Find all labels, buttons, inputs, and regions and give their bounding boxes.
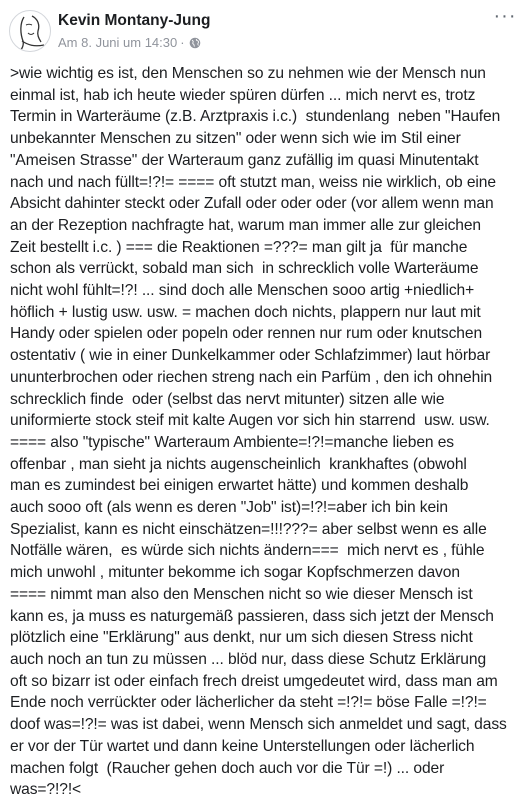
meta-separator: · <box>180 35 185 50</box>
post-text-line: ==== also "typische" Warteraum Ambiente=!?!=manche lieben es <box>10 433 454 451</box>
avatar-sketch-icon <box>10 11 50 51</box>
post-text-line: man es zumindest bei einigen erwartet hätte) und kommen deshalb <box>10 477 469 495</box>
post-text-line: Spezialist, kann es nicht einschätzen=!!!???= aber selbst wenn es alle <box>10 520 487 538</box>
post-text-line: er vor der Tür wartet und dann keine Unterstellungen oder lächerlich <box>10 737 475 755</box>
post-text-line: was=?!?!< <box>10 781 82 799</box>
author-name[interactable]: Kevin Montany-Jung <box>58 12 211 29</box>
post-header <box>0 0 530 62</box>
post-text-line: Notfälle wären, es würde sich nichts ändern=== mich nervt es , fühle <box>10 542 485 560</box>
post-text-line: uniformierte stock steif mit kalte Augen vor sich hin starrend usw. usw. <box>10 412 490 430</box>
post-text-line: Absicht dahinter steckt oder Zufall oder oder oder (vor allem wenn man <box>10 195 494 213</box>
post-text-line: auch noch an tun zu müssen ... blöd nur, dass diese Schutz Erklärung <box>10 650 487 668</box>
post-text-line: Termin in Warteräume (z.B. Arztpraxis i.c.) stundenlang neben "Haufen <box>10 108 501 126</box>
post-text-line: ununterbrochen oder riechen streng nach ein Parfüm , den ich ohnehin <box>10 368 493 386</box>
post-text-line: Zeit bestellt i.c. ) === die Reaktionen =???= man gilt ja für manche <box>10 238 468 256</box>
post-text-line: ostentativ ( wie in einer Dunkelkammer oder Schlafzimmer) laut hörbar <box>10 347 491 365</box>
post-text-line: machen folgt (Raucher gehen doch auch vor die Tür =!) ... oder <box>10 759 445 777</box>
post-text-line: offenbar , man sieht ja nichts augenscheinlich krankhaftes (obwohl <box>10 455 467 473</box>
globe-icon[interactable] <box>189 37 201 49</box>
post-body <box>10 63 525 801</box>
post-text-line: oft so bizarr ist oder einfach frech dreist umgedeutet wird, dass man am <box>10 672 498 690</box>
post-text-line: "Ameisen Strasse" der Warteraum ganz zufällig im quasi Minutentakt <box>10 151 479 169</box>
post-text-line: kann es, ja muss es naturgemäß passieren, dass sich jetzt der Mensch <box>10 607 494 625</box>
post-text-line: plötzlich eine "Erklärung" aus denkt, nur um sich diesen Stress nicht <box>10 629 473 647</box>
more-options-icon[interactable]: ··· <box>493 5 517 27</box>
post-text-line: Ende noch verrückter oder lächerlicher da steht =!?!= böse Falle =!?!= <box>10 694 487 712</box>
post-text-line: einmal ist, hab ich heute wieder spüren dürfen ... mich nervt es, trotz <box>10 86 476 104</box>
post-text-line: >wie wichtig es ist, den Menschen so zu nehmen wie der Mensch nun <box>10 65 486 82</box>
post-text-line: höflich + lustig usw. usw. = machen doch nichts, plappern nur laut mit <box>10 303 481 321</box>
post-meta <box>58 35 201 50</box>
post-text-line: mich unwohl , mitunter bekomme ich sogar Kopfschmerzen davon <box>10 564 460 582</box>
post-timestamp[interactable]: Am 8. Juni um 14:30 <box>58 35 178 50</box>
post-text-line: doof was=!?!= was ist dabei, wenn Mensch sich anmeldet und sagt, dass <box>10 716 507 734</box>
post-text-line: nach und nach füllt=!?!= ==== oft stutzt man, weiss nie wirklich, ob eine <box>10 173 496 191</box>
post-text-line: unbekannter Menschen zu sitzen" oder wenn sich wie im Stil einer <box>10 130 461 148</box>
post-text-line: Handy oder spielen oder popeln oder rennen nur rum oder knutschen <box>10 325 483 343</box>
post-text-line: an der Rezeption nachfragte hat, warum man immer alle zur gleichen <box>10 216 481 234</box>
post-text-line: schon als verrückt, sobald man sich in schrecklich volle Warteräume <box>10 260 479 278</box>
post-text-line: ==== nimmt man also den Menschen nicht so wie dieser Mensch ist <box>10 585 473 603</box>
post-text-line: schrecklich finde oder (selbst das nervt mitunter) sitzen alle wie <box>10 390 445 408</box>
post-text-line: auch sooo oft (als wenn es deren "Job" ist)=!?!=aber ich bin kein <box>10 499 448 517</box>
author-avatar[interactable] <box>9 10 51 52</box>
post-text-line: nicht wohl fühlt=!?! ... sind doch alle Menschen sooo artig +niedlich+ <box>10 282 475 300</box>
